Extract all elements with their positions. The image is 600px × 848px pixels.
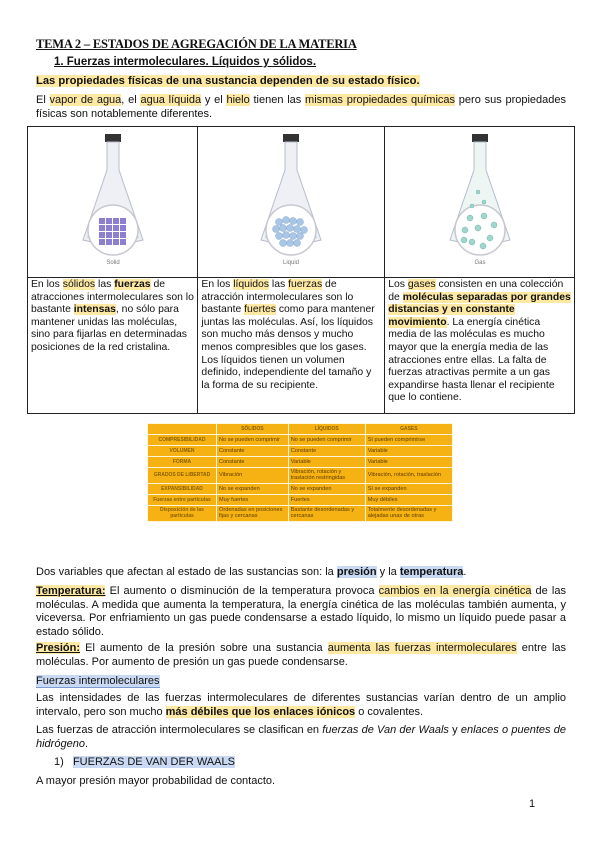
text: . La energía cinética media de las moléculas es mucho mayor que la energía media de las atracciones entre ellas. La falta de fuerzas atractivas permite a un gas expandirse hasta llenar el recipiente que lo contiene. — [388, 316, 555, 404]
presion-contacto: A mayor presión mayor probabilidad de contacto. — [36, 775, 276, 787]
page-number: 1 — [529, 798, 536, 810]
vdw-term: fuerzas de Van der Waals — [322, 724, 449, 736]
text: las — [95, 279, 115, 290]
text: y el — [201, 94, 227, 106]
solid-label: Solid — [106, 259, 120, 266]
props-row-label: Fuerzas entre partículas — [148, 494, 217, 505]
solid-image-cell — [28, 127, 198, 278]
props-row-label: FORMA — [148, 457, 217, 468]
text: . — [463, 566, 467, 578]
text: El — [36, 94, 50, 106]
props-row — [148, 483, 453, 494]
highlight-gases: gases — [407, 279, 436, 290]
props-cell: Bastante desordenadas y cercanas — [288, 505, 365, 521]
gas-label: Gas — [474, 259, 486, 266]
highlight-aumenta: aumenta las fuerzas intermoleculares — [327, 642, 517, 654]
highlight-vapor: vapor de agua — [49, 94, 122, 106]
props-row-label: VOLUMEN — [148, 446, 217, 457]
highlight-debiles: más débiles que los enlaces iónicos — [165, 705, 356, 718]
text: consisten en una colección de — [388, 279, 564, 303]
intro-paragraph — [36, 94, 566, 121]
props-cell: Ordenadas en posiciones fijas y cercanas — [217, 505, 289, 521]
gases-description — [385, 278, 575, 414]
highlight-propiedades: mismas propiedades químicas — [305, 94, 456, 106]
text: de las moléculas. A medida que aumenta la temperatura, la energía cinética de las moléculas también aumenta, y viceversa. Por enfriamiento un gas puede condensarse a estado líquido, lo mismo un líquido puede pasar a estado sólido. — [36, 585, 566, 638]
text: y la — [376, 566, 400, 578]
props-cell: Vibración — [217, 468, 289, 484]
solidos-description — [28, 278, 198, 414]
liquid-flask-illustration — [231, 130, 351, 270]
text: las — [269, 279, 289, 290]
fuerzas-heading — [36, 675, 566, 689]
text: y — [448, 724, 461, 736]
props-row-label: EXPANSIBILIDAD — [148, 483, 217, 494]
text: En los — [201, 279, 234, 290]
lead-text: Las propiedades físicas de una sustancia dependen de su estado físico. — [36, 75, 420, 87]
gas-flask-illustration — [420, 130, 540, 270]
props-cell: Variable — [365, 446, 452, 457]
text: o covalentes. — [355, 705, 424, 718]
props-cell: Totalmente desordenadas y alejadas unas de otras — [365, 505, 452, 521]
props-cell: Sí pueden comprimirse — [365, 435, 452, 446]
fuerzas-heading-text: Fuerzas intermoleculares — [36, 675, 160, 687]
props-row — [148, 457, 453, 468]
section-heading-fuerzas: 1. Fuerzas intermoleculares. Líquidos y sólidos. — [54, 56, 317, 68]
clasificacion-paragraph — [36, 724, 566, 751]
properties-comparison-table — [147, 423, 453, 522]
props-cell: Constante — [288, 446, 365, 457]
highlight-solidos: sólidos — [62, 279, 96, 290]
props-header-cell: GASES — [365, 424, 452, 435]
props-cell: Muy fuertes — [217, 494, 289, 505]
solid-flask-illustration — [53, 130, 173, 270]
props-cell: Sí se expanden — [365, 483, 452, 494]
text: de atracción intermoleculares son lo bastante — [201, 279, 354, 316]
text: El aumento o disminución de la temperatura provoca — [105, 585, 379, 597]
props-cell: Fuertes — [288, 494, 365, 505]
highlight-fuerzas: fuerzas — [288, 279, 323, 290]
props-row — [148, 435, 453, 446]
text: pero sus propiedades físicas son notablemente diferentes. — [36, 94, 566, 120]
props-cell: No se pueden comprimir — [217, 435, 289, 446]
props-cell: No se expanden — [217, 483, 289, 494]
props-cell: Variable — [365, 457, 452, 468]
temperatura-paragraph — [36, 585, 566, 639]
document-title: TEMA 2 – ESTADOS DE AGREGACIÓN DE LA MATERIA — [36, 37, 357, 51]
props-cell: Muy débiles — [365, 494, 452, 505]
text: El aumento de la presión sobre una sustancia — [80, 642, 328, 654]
props-header-cell — [148, 424, 217, 435]
props-row — [148, 505, 453, 521]
highlight-liquidos: líquidos — [233, 279, 270, 290]
lead-sentence — [36, 75, 566, 89]
text: como para mantener juntas las moléculas. Así, los líquidos son mucho más densos y mucho menos compresibles que los gases. Los líquidos tienen un volumen definido, independiente del tamaño y la forma de su recipiente. — [201, 304, 375, 391]
highlight-temperatura: temperatura — [399, 566, 464, 578]
liquid-image-cell — [198, 127, 385, 278]
text: , no sólo para mantener unidas las moléculas, sino para fijarlas en determinadas posiciones de la red cristalina. — [31, 304, 187, 353]
liquid-label: Liquid — [283, 259, 300, 266]
props-cell: Variable — [288, 457, 365, 468]
highlight-fuertes: fuertes — [244, 304, 276, 316]
text: de atracciones intermoleculares son lo bastante — [31, 279, 194, 316]
highlight-intensas: intensas — [73, 304, 116, 316]
intensidades-paragraph — [36, 692, 566, 719]
text: Dos variables que afectan al estado de las sustancias son: la — [36, 566, 337, 578]
props-cell: Vibración, rotación, traslación — [365, 468, 452, 484]
props-row — [148, 468, 453, 484]
props-row-label: Disposición de las partículas — [148, 505, 217, 521]
hidrogeno-term: enlaces o puentes de hidrógeno — [36, 724, 566, 750]
presion-label: Presión: — [36, 642, 81, 654]
temperatura-label: Temperatura: — [36, 585, 106, 597]
highlight-presion: presión — [336, 566, 377, 578]
highlight-energia: cambios en la energía cinética — [378, 585, 532, 597]
text: Los — [388, 279, 408, 290]
liquidos-description — [198, 278, 385, 414]
props-cell: No se pueden comprimir — [288, 435, 365, 446]
presion-paragraph — [36, 642, 566, 669]
variables-paragraph — [36, 566, 566, 580]
props-header-row — [148, 424, 453, 435]
section-vdw-heading — [54, 756, 454, 770]
props-header-cell: LÍQUIDOS — [288, 424, 365, 435]
states-table — [27, 126, 575, 414]
props-row-label: GRADOS DE LIBERTAD — [148, 468, 217, 484]
highlight-hielo: hielo — [226, 94, 250, 106]
text: Las fuerzas de atracción intermoleculares se clasifican en — [36, 724, 323, 736]
props-cell: Constante — [217, 446, 289, 457]
text: entre las moléculas. Por aumento de presión un gas puede condensarse. — [36, 642, 567, 668]
section-number: 1) — [54, 756, 64, 768]
props-cell: Constante — [217, 457, 289, 468]
text: Las intensidades de las fuerzas intermoleculares de diferentes sustancias varían dentro de un amplio intervalo, pero son mucho — [36, 692, 566, 718]
text: . — [84, 737, 88, 750]
gas-image-cell — [385, 127, 575, 278]
props-cell: No se expanden — [288, 483, 365, 494]
text: tienen las — [249, 94, 306, 106]
props-header-cell: SÓLIDOS — [217, 424, 289, 435]
highlight-agua: agua líquida — [140, 94, 202, 106]
text: , el — [121, 94, 141, 106]
props-cell: Vibración, rotación y traslación restringidas — [288, 468, 365, 484]
highlight-moleculas: moléculas separadas por grandes distancias y en constante movimiento — [388, 291, 571, 328]
props-row — [148, 494, 453, 505]
props-row — [148, 446, 453, 457]
props-row-label: COMPRESIBILIDAD — [148, 435, 217, 446]
section-vdw-label: FUERZAS DE VAN DER WAALS — [72, 756, 235, 768]
text: En los — [31, 279, 63, 290]
highlight-fuerzas: fuerzas — [114, 279, 151, 290]
